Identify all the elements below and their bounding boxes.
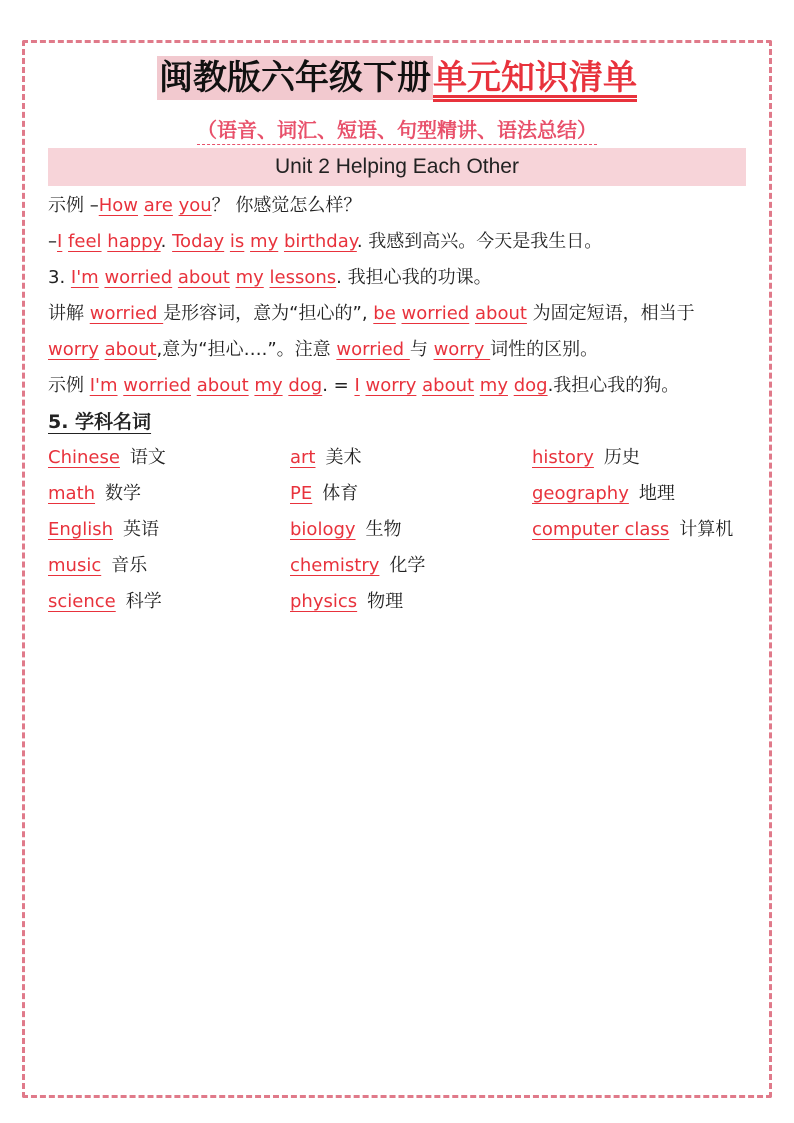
text: 讲解 xyxy=(48,303,90,324)
sentence-3 xyxy=(48,260,748,296)
keyword: happy xyxy=(107,231,161,252)
subject-cn: 英语 xyxy=(123,519,159,540)
text: ？ 你感觉怎么样？ xyxy=(211,195,362,216)
text: 示例 – xyxy=(48,195,99,216)
subject-row xyxy=(48,440,768,476)
keyword: worried xyxy=(401,303,470,324)
title-red: 单元知识清单 xyxy=(433,58,637,98)
subject-row xyxy=(48,548,768,584)
subject-cn: 科学 xyxy=(125,591,162,612)
keyword: be xyxy=(373,303,396,324)
keyword: my xyxy=(254,375,283,396)
subject-list xyxy=(48,440,768,620)
page-title xyxy=(0,54,794,102)
example-line-1 xyxy=(48,188,748,224)
keyword: dog xyxy=(288,375,323,396)
text: 示例 xyxy=(48,375,90,396)
text: ,意为“担心….”。注意 xyxy=(156,339,337,360)
keyword: my xyxy=(479,375,508,396)
subject-item xyxy=(48,512,159,548)
subject-en: art xyxy=(290,447,316,468)
keyword: How xyxy=(98,195,139,216)
subject-en: computer class xyxy=(532,519,670,540)
subject-item xyxy=(290,512,402,548)
keyword: my xyxy=(250,231,279,252)
keyword: worry xyxy=(48,339,99,360)
subject-en: English xyxy=(48,519,113,540)
subject-en: history xyxy=(532,447,594,468)
explanation-line-1 xyxy=(48,296,748,332)
keyword: worried xyxy=(104,267,173,288)
section-title: 5. 学科名词 xyxy=(48,411,152,433)
subject-item xyxy=(290,440,362,476)
subject-en: chemistry xyxy=(290,555,380,576)
keyword: are xyxy=(143,195,173,216)
subject-row xyxy=(48,512,768,548)
subject-item xyxy=(48,476,141,512)
keyword: worried xyxy=(89,303,164,324)
keyword: worry xyxy=(365,375,417,396)
example-line-2 xyxy=(48,224,748,260)
keyword: worry xyxy=(433,339,491,360)
subject-item xyxy=(290,584,403,620)
text: . 我感到高兴。今天是我生日。 xyxy=(356,231,603,252)
subject-cn: 体育 xyxy=(322,483,359,504)
subject-cn: 地理 xyxy=(638,483,675,504)
subject-row xyxy=(48,476,768,512)
text: . = xyxy=(322,375,355,396)
keyword: is xyxy=(229,231,245,252)
keyword: you xyxy=(178,195,212,216)
subject-item xyxy=(48,440,166,476)
explanation-line-2 xyxy=(48,332,748,368)
subject-en: biology xyxy=(290,519,356,540)
keyword: birthday xyxy=(283,231,357,252)
keyword: I'm xyxy=(89,375,118,396)
subject-item xyxy=(48,548,147,584)
subject-item xyxy=(48,584,162,620)
text: 与 xyxy=(409,339,434,360)
subject-en: geography xyxy=(532,483,629,504)
subject-row xyxy=(48,584,768,620)
subject-en: PE xyxy=(290,483,313,504)
keyword: I xyxy=(57,231,63,252)
subject-cn: 美术 xyxy=(325,447,362,468)
unit-heading: Unit 2 Helping Each Other xyxy=(48,148,746,186)
subtitle-text: （语音、词汇、短语、句型精讲、语法总结） xyxy=(197,118,597,145)
text: 是形容词，意为“担心的”, xyxy=(163,303,374,324)
subject-item xyxy=(532,476,675,512)
keyword: my xyxy=(235,267,264,288)
keyword: about xyxy=(196,375,249,396)
subject-item xyxy=(290,476,358,512)
keyword: worried xyxy=(123,375,191,396)
subject-cn: 音乐 xyxy=(111,555,148,576)
text: 为固定短语，相当于 xyxy=(526,303,695,324)
keyword: about xyxy=(177,267,230,288)
text: . 我担心我的功课。 xyxy=(336,267,492,288)
subject-item xyxy=(290,548,425,584)
keyword: about xyxy=(104,339,157,360)
subject-en: Chinese xyxy=(48,447,120,468)
text: 词性的区别。 xyxy=(490,339,599,360)
keyword: feel xyxy=(68,231,102,252)
keyword: Today xyxy=(172,231,225,252)
subject-en: music xyxy=(48,555,102,576)
keyword: dog xyxy=(513,375,548,396)
subject-cn: 语文 xyxy=(129,447,166,468)
keyword: worried xyxy=(336,339,410,360)
subject-en: science xyxy=(48,591,116,612)
subject-cn: 计算机 xyxy=(679,519,734,540)
subject-cn: 生物 xyxy=(365,519,402,540)
text: 3. xyxy=(48,267,71,288)
subject-cn: 数学 xyxy=(105,483,142,504)
keyword: I'm xyxy=(70,267,99,288)
text: – xyxy=(48,231,57,252)
content xyxy=(48,188,748,440)
text: .我担心我的狗。 xyxy=(547,375,680,396)
subject-cn: 物理 xyxy=(367,591,404,612)
keyword: lessons xyxy=(269,267,337,288)
subtitle xyxy=(0,114,794,143)
keyword: I xyxy=(354,375,360,396)
subject-item xyxy=(532,512,733,548)
subject-en: physics xyxy=(290,591,358,612)
keyword: about xyxy=(474,303,527,324)
title-black: 闽教版六年级下册 xyxy=(159,58,431,98)
subject-item xyxy=(532,440,640,476)
subject-cn: 化学 xyxy=(389,555,426,576)
subject-cn: 历史 xyxy=(603,447,640,468)
example-line-3 xyxy=(48,368,748,404)
subject-en: math xyxy=(48,483,96,504)
keyword: about xyxy=(422,375,475,396)
section-5-heading xyxy=(48,404,748,440)
text: . xyxy=(160,231,173,252)
